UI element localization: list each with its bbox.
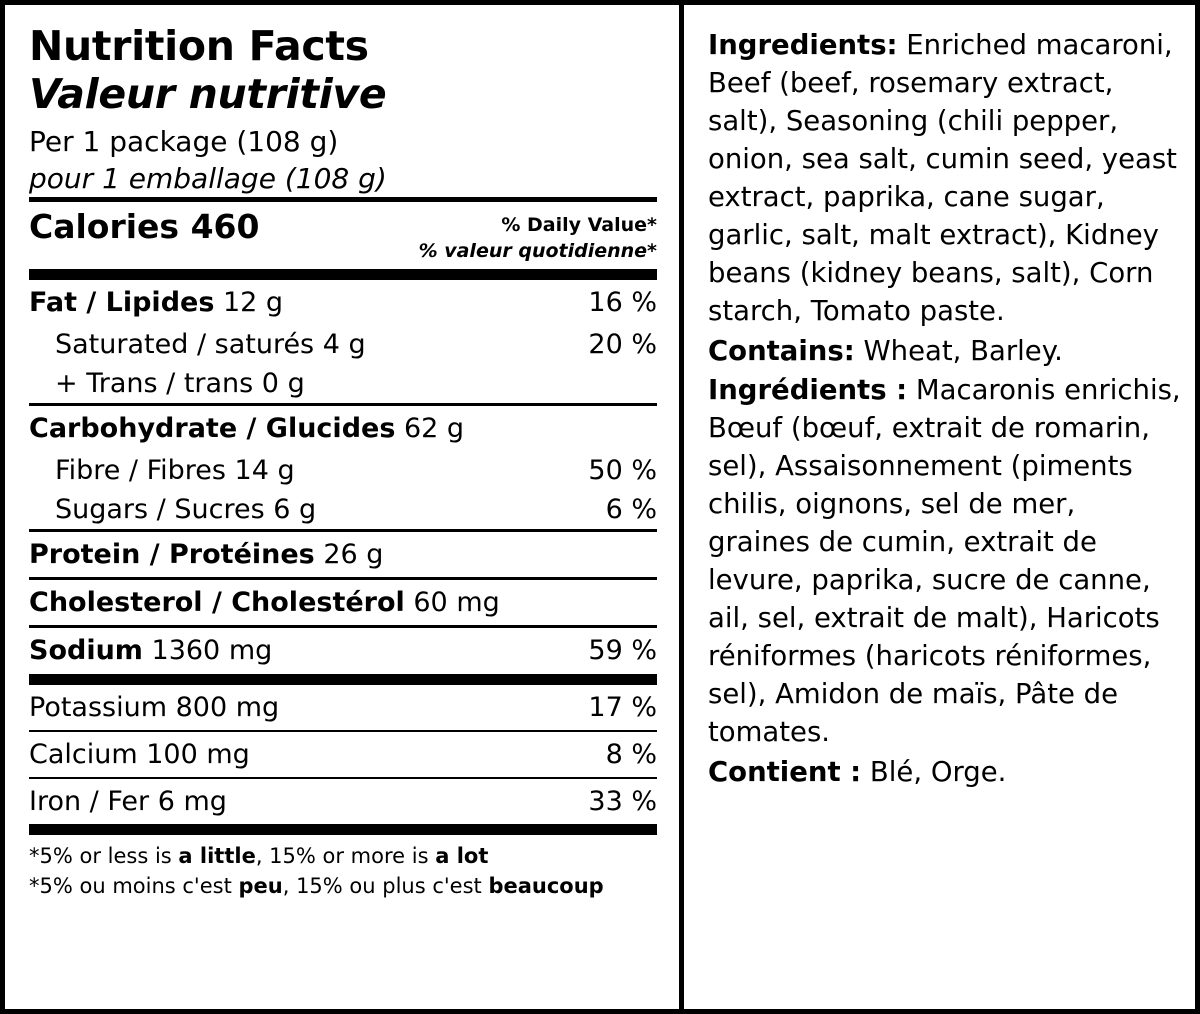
nutrient-name-saturated: Saturated / saturés 4 g <box>55 328 366 360</box>
contains-fr-heading: Contient : <box>708 755 862 788</box>
contains-en <box>708 333 1181 371</box>
nutrition-facts-panel <box>5 5 684 1009</box>
nutrient-row-protein <box>29 532 657 577</box>
ingredients-fr <box>708 372 1181 751</box>
nutrient-row-cholesterol <box>29 580 657 625</box>
nutrient-row-saturated <box>29 325 657 364</box>
nutrient-row-carbohydrate <box>29 406 657 451</box>
nutrient-name-fat: Fat / Lipides <box>29 286 215 318</box>
divider-below-calories <box>29 269 657 280</box>
nutrient-row-potassium <box>29 685 657 730</box>
nutrient-dv-calcium: 8 % <box>605 738 657 770</box>
footnote-fr <box>29 872 657 902</box>
daily-value-header-en: % Daily Value* <box>501 214 657 237</box>
contains-en-text: Wheat, Barley. <box>854 334 1063 367</box>
contains-fr <box>708 754 1181 792</box>
nutrient-amount-protein: 26 g <box>314 539 384 571</box>
contains-fr-text: Blé, Orge. <box>861 755 1007 788</box>
ingredients-panel <box>684 5 1195 1009</box>
footnote-en <box>29 835 657 872</box>
nutrient-name-cholesterol: Cholesterol / Cholestérol <box>29 587 405 619</box>
nutrient-name-protein: Protein / Protéines <box>29 539 315 571</box>
nutrient-name-calcium: Calcium 100 mg <box>29 738 250 770</box>
daily-value-header <box>419 207 657 264</box>
footnote-fr-bold2: beaucoup <box>488 873 604 898</box>
nutrient-name-sugars: Sugars / Sucres 6 g <box>55 494 317 526</box>
daily-value-header-fr: % valeur quotidienne* <box>418 240 657 263</box>
nutrient-amount-fat: 12 g <box>214 286 284 318</box>
nutrient-name-iron: Iron / Fer 6 mg <box>29 785 227 817</box>
nutrient-name-potassium: Potassium 800 mg <box>29 691 280 723</box>
nutrient-amount-sodium: 1360 mg <box>142 635 273 667</box>
ingredients-en <box>708 27 1181 331</box>
divider-above-vitamins <box>29 674 657 685</box>
nutrient-name-trans: + Trans / trans 0 g <box>55 367 305 399</box>
nutrient-name-sodium: Sodium <box>29 635 143 667</box>
nutrient-dv-fat: 16 % <box>588 286 657 318</box>
ingredients-en-heading: Ingredients: <box>708 29 898 61</box>
nutrient-amount-carbohydrate: 62 g <box>395 412 465 444</box>
calories-label: Calories 460 <box>29 207 260 247</box>
ingredients-fr-text: Macaronis enrichis, Bœuf (bœuf, extrait de romarin, sel), Assaisonnement (piments chilis, oignons, sel de mer, graines de cumin, extrait de levure, paprika, sucre de canne, ail, sel, extrait de malt), Haricots réniformes (haricots réniformes, sel), Amidon de maïs, Pâte de tomates. <box>708 374 1181 748</box>
footnote-fr-bold1: peu <box>238 873 283 898</box>
footnote-en-bold2: a lot <box>435 843 489 868</box>
ingredients-fr-heading: Ingrédients : <box>708 374 908 407</box>
contains-en-heading: Contains: <box>708 334 855 367</box>
nutrient-row-fibre <box>29 451 657 490</box>
nutrient-dv-fibre: 50 % <box>588 455 657 487</box>
nutrient-dv-sugars: 6 % <box>605 494 657 526</box>
nutrient-dv-iron: 33 % <box>588 785 657 817</box>
footnote-en-bold1: a little <box>178 843 256 868</box>
ingredients-en-text: Enriched macaroni, Beef (beef, rosemary extract, salt), Seasoning (chili pepper, onion, sea salt, cumin seed, yeast extract, paprika, cane sugar, garlic, salt, malt extract), Kidney beans (kidney beans, salt), Corn starch, Tomato paste. <box>708 29 1177 327</box>
footnote-en-part2: , 15% or more is <box>255 843 436 868</box>
nutrition-facts-title-en: Nutrition Facts <box>29 22 369 70</box>
nutrient-row-calcium <box>29 732 657 777</box>
nutrient-name-carbohydrate: Carbohydrate / Glucides <box>29 412 396 444</box>
footnote-fr-part1: *5% ou moins c'est <box>29 873 239 898</box>
nutrient-row-fat <box>29 280 657 325</box>
nutrient-amount-cholesterol: 60 mg <box>404 587 500 619</box>
footnote-fr-part2: , 15% ou plus c'est <box>282 873 489 898</box>
footnote-en-part1: *5% or less is <box>29 843 179 868</box>
nutrient-name-fibre: Fibre / Fibres 14 g <box>55 455 295 487</box>
nutrient-row-iron <box>29 779 657 824</box>
nutrition-facts-title-fr: Valeur nutritive <box>29 69 387 118</box>
nutrient-row-trans <box>29 364 657 403</box>
nutrient-dv-sodium: 59 % <box>588 635 657 667</box>
divider-above-footnote <box>29 824 657 835</box>
nutrient-row-sodium <box>29 628 657 673</box>
serving-size-en: Per 1 package (108 g) <box>29 124 339 158</box>
serving-size-fr: pour 1 emballage (108 g) <box>29 162 387 196</box>
nutrient-dv-saturated: 20 % <box>588 328 657 360</box>
nutrient-row-sugars <box>29 490 657 529</box>
nutrient-dv-potassium: 17 % <box>588 691 657 723</box>
calories-row <box>29 202 657 268</box>
